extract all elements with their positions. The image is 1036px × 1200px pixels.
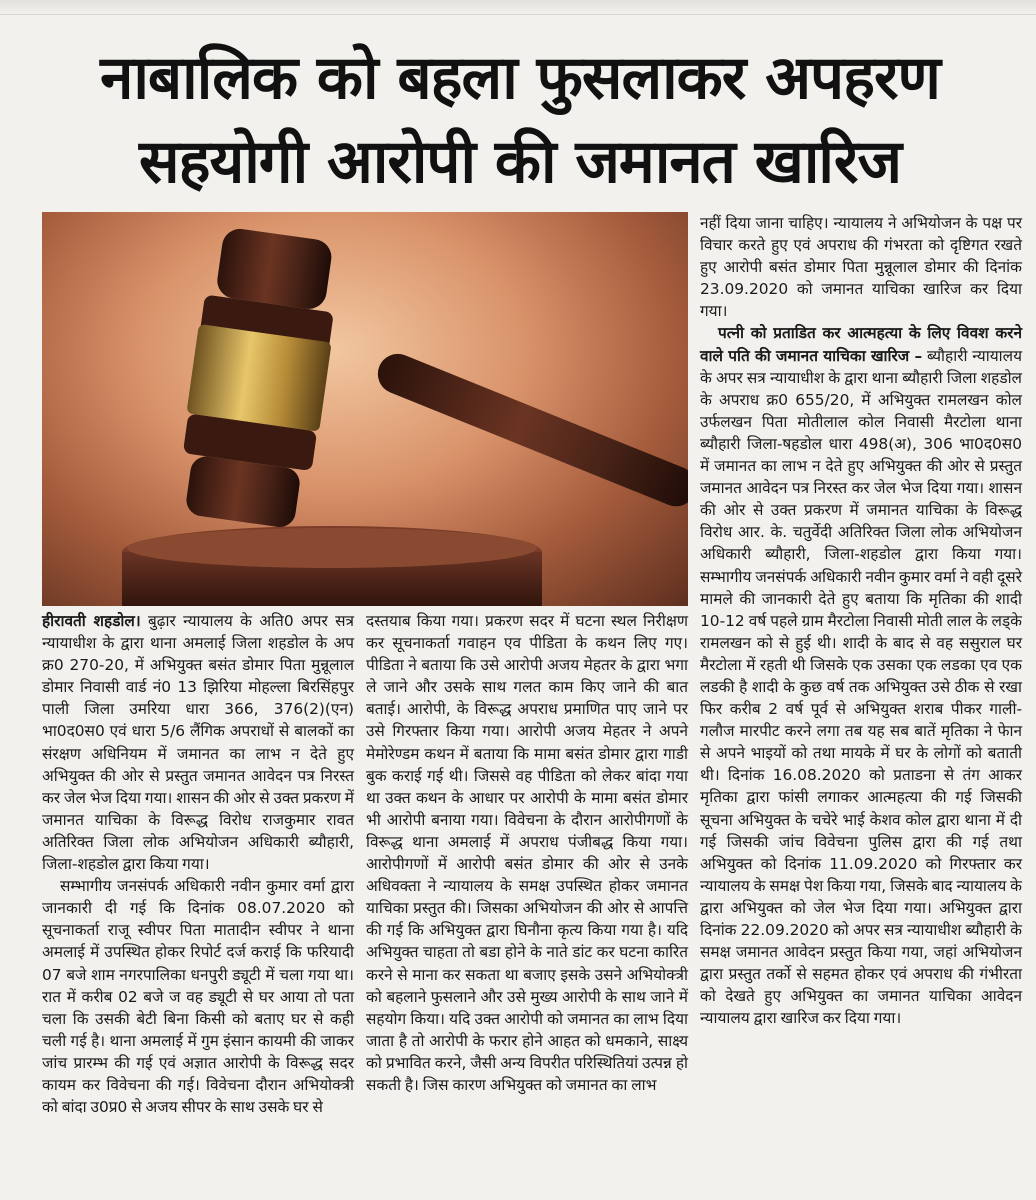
headline-line-2: सहयोगी आरोपी की जमानत खारिज xyxy=(139,127,901,197)
headline-line-1: नाबालिक को बहला फुसलाकर अपहरण xyxy=(100,43,940,113)
story-paragraph-2: सम्भागीय जनसंपर्क अधिकारी नवीन कुमार वर्मा द्वारा जानकारी दी गई कि दिनांक 08.07.2020 को सूचनाकर्ता राजू स्वीपर पिता मातादीन स्वीपर ने थाना अमलाई में उपस्थित होकर रिपोर्ट दर्ज कराई कि फरियादी 07 बजे शाम नगरपालिका धनपुरी ड्यूटी में चला गया था। रात में करीब 02 बजे ज वह ड्यूटी से घर आया तो पता चला कि उसकी बेटी बिना किसी को बताए घर से कही चली गई है। थाना अमलाई में गुम इंसान कायमी की जाकर जांच प्रारम्भ की गई एवं अज्ञात आरोपी के विरूद्ध सदर कायम कर विवेचना की गई। विवेचना दौरान अभियोक्त्री को बांदा उ0प्र0 से अजय सीपर के साथ उसके घर से xyxy=(42,877,354,1117)
dateline: हीरावती शहडोल। xyxy=(42,612,141,630)
second-story-text: ब्यौहारी न्यायालय के अपर सत्र न्यायाधीश के द्वारा थाना ब्यौहारी जिला शहडोल के अपराध क्र0 655/20, में अभियुक्त रामलखन कोल उर्फलखन पिता मोतीलाल कोल निवासी मैरटोला थाना ब्यौहारी जिला-षहडोल धारा 498(अ), 306 भा0द0स0 में जमानत का लाभ न देते हुए अभियुक्त की ओर से प्रस्तुत जमानत आवेदन पत्र निरस्त कर जेल भेज दिया गया। शासन की ओर से उक्त प्रकरण में जमानत याचिका के विरूद्ध विरोध आर. के. चतुर्वेदी अतिरिक्त जिला लोक अभियोजन अधिकारी ब्यौहारी, जिला-शहडोल द्वारा किया गया। सम्भागीय जनसंपर्क अधिकारी नवीन कुमार वर्मा ने वही दूसरे मामले की जानकारी देते हुए बताया कि मृतिका की शादी 10-12 वर्ष पहले ग्राम मैरटोला निवासी मोती लाल के लड्के रामलखन को से हुई थी। शादी के बाद से वह ससुराल घर मैरटोला में रहती थी जिसके एक उसका एक लडका एव एक लडकी है शादी के कुछ वर्ष तक अभियुक्त उसे ठीक से रखा फिर करीब 2 वर्ष पूर्व से अभियुक्त शराब पीकर गाली-गलौज मारपीट करने लगा तब यह सब बातें मृतिका ने फेान से अपने भाइयों को तथा मायके में घर के लोगों को बताती थी। दिनांक 16.08.2020 को प्रताडना से तंग आकर मृतिका द्वारा फांसी लगाकर आत्महत्या की गई जिसकी सूचना अभियुक्त के चचेरे भाई केशव कोल द्वारा थाना में दी गई जिसकी जांच विवेचना पुलिस द्वारा की गई तथा अभियुक्त को दिनांक 11.09.2020 को गिरफ्तार कर न्यायालय के समक्ष पेश किया गया, जिसके बाद न्यायालय के द्वारा अभियुक्त को जेल भेज दिया गया। अभियुक्त द्वारा दिनांक 22.09.2020 को अपर सत्र न्यायाधीश ब्यौहारी के समक्ष जमानत आवेदन प्रस्तुत किया गया, जहां अभियोजन द्वारा प्रस्तुत तर्को से सहमत होकर एवं अपराध की गंभीरता को देखते हुए अभियुक्त का जमानत याचिका आवेदन न्यायालय द्वारा खारिज कर दिया गया। xyxy=(700,346,1022,1028)
second-story-subhead: पत्नी को प्रताडित कर आत्महत्या के लिए विवश करने वाले पति की जमानत याचिका खारिज – xyxy=(700,324,1022,365)
gavel-photo xyxy=(42,212,688,606)
gavel-icon xyxy=(42,212,688,606)
page-top-strip xyxy=(0,0,1036,15)
column-3 xyxy=(700,212,1022,1029)
story-paragraph-4: नहीं दिया जाना चाहिए। न्यायालय ने अभियोजन के पक्ष पर विचार करते हुए एवं अपराध की गंभरता को दृष्टिगत रखते हुए आरोपी बसंत डोमार पिता मुन्नूलाल डोमार की दिनांक 23.09.2020 को जमानत याचिका खारिज कर दिया गया। xyxy=(700,214,1022,321)
story-paragraph-1 xyxy=(42,610,354,875)
second-story-paragraph xyxy=(700,322,1022,1029)
story-paragraph-1-text: बुढ़ार न्यायालय के अति0 अपर सत्र न्यायाधीश के द्वारा थाना अमलाई जिला शहडोल के अप क्र0 270-20, में अभियुक्त बसंत डोमार पिता मुन्नूलाल डोमार निवासी वार्ड नं0 13 झिरिया मोहल्ला बिरसिंहपुर पाली जिला उमरिया धारा 366, 376(2)(एन) भा0द0स0 एवं धारा 5/6 लैंगिक अपराधों से बालकों का संरक्षण अधिनियम में जमानत का लाभ न देते हुए अभियुक्त की ओर से प्रस्तुत जमानत आवेदन पत्र निरस्त कर जेल भेज दिया गया। शासन की ओर से उक्त प्रकरण में जमानत याचिका के विरूद्ध विरोध राजकुमार रावत अतिरिक्त जिला लोक अभियोजन अधिकारी ब्यौहारी, जिला-शहडोल द्वारा किया गया। xyxy=(42,612,354,874)
column-1 xyxy=(42,610,354,1118)
headline xyxy=(30,36,1010,204)
story-paragraph-3: दस्तयाब किया गया। प्रकरण सदर में घटना स्थल निरीक्षण कर सूचनाकर्ता गवाहन एव पीडिता के कथन लिए गए। पीडिता ने बताया कि उसे आरोपी अजय मेहतर के द्वारा भगा ले जाने और उसके साथ गलत काम किए जाने की बात बताई। आरोपी, के विरूद्ध अपराध प्रमाणित पाए जाने पर उसे गिरफ्तार किया गया। आरोपी अजय मेहतर ने अपने मेमोरेण्डम कथन में बताया कि मामा बसंत डोमार द्वारा गाडी बुक कराई गई थी। जिससे वह पीडिता को लेकर बांदा गया था उक्त कथन के आधार पर आरोपी के मामा बसंत डोमार भी आरोपी बनाया गया। विवेचना के दौरान आरोपीगणों के विरूद्ध थाना अमलाई में अपराध पंजीबद्ध किया गया। आरोपीगणों में आरोपी बसंत डोमार की ओर से उनके अधिवक्ता ने न्यायालय के समक्ष उपस्थित होकर जमानत याचिका प्रस्तुत की। जिसका अभियोजन की ओर से आपत्ति की गई कि अभियुक्त द्वारा घिनौना कृत्य किया गया है। यदि अभियुक्त चाहता तो बडा होने के नाते डांट कर घटना कारित करने से माना कर सकता था बजाए इसके उसने अभियोक्त्री को बहलाने फुसलाने और उसे मुख्य आरोपी के साथ जाने में सहयोग किया। यदि उक्त आरोपी को जमानत का लाभ दिया जाता है तो आरोपी के फरार होने आहत को धमकाने, साक्ष्य को प्रभावित करने, जैसी अन्य विपरीत परिस्थितियां उत्पन्न हो सकती है। जिस कारण अभियुक्त को जमानत का लाभ xyxy=(366,612,688,1094)
column-2 xyxy=(366,610,688,1096)
